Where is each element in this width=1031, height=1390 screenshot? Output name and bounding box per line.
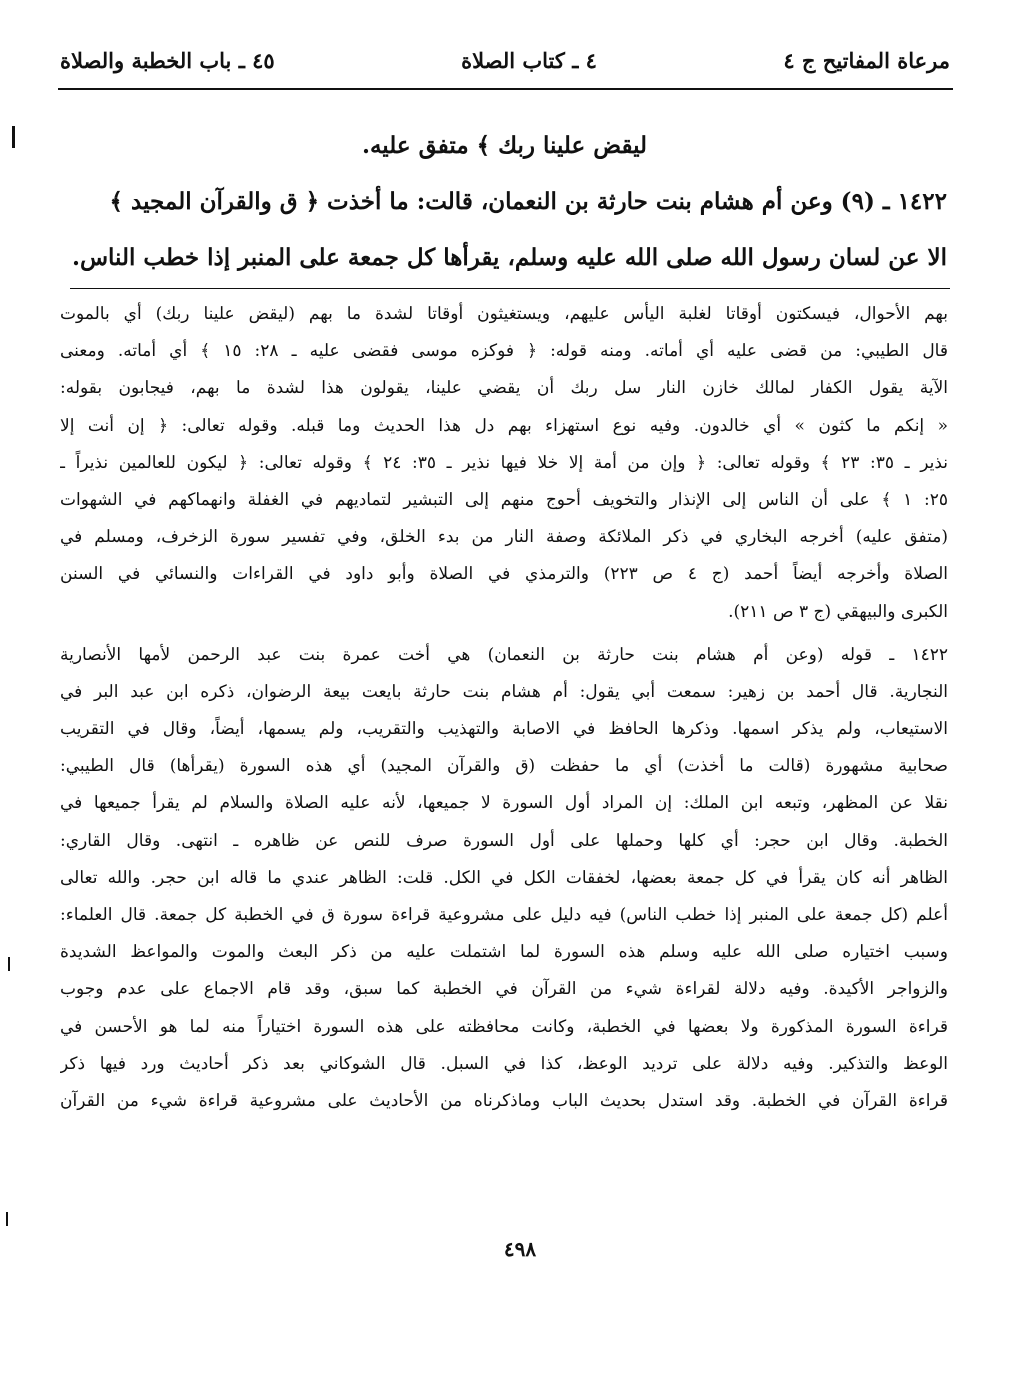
header-section: ٤٥ ـ باب الخطبة والصلاة: [60, 47, 275, 73]
commentary-text: [60, 296, 948, 1120]
commentary-line: قراءة القرآن في الخطبة. وقد استدل بحديث الباب وماذكرناه من الأحاديث على مشروعية قراءة شيء من القرآن: [60, 1090, 948, 1111]
commentary-line: قراءة السورة المذكورة ولا بعضها في الخطبة، وكانت محافظته على هذه السورة اختياراً منه لما هو الأحسن في: [60, 1016, 948, 1037]
commentary-line: ١٤٢٢ ـ قوله (وعن أم هشام بنت حارثة بن النعمان) هي أخت عمرة بنت عبد الرحمن لأمها الأنصارية: [60, 644, 948, 665]
commentary-line: (متفق عليه) أخرجه البخاري في ذكر الملائكة وصفة النار من بدء الخلق، وفي تفسير سورة الزخرف، ومسلم في: [60, 527, 948, 548]
footnote-divider: [70, 288, 950, 289]
commentary-line: الوعظ والتذكير. وفيه دلالة على ترديد الوعظ، كذا في السبل. قال الشوكاني بعد ذكر أحاديث ورد فيها ذكر: [60, 1053, 948, 1074]
scan-margin-mark: [8, 957, 10, 971]
commentary-line: الكبرى والبيهقي (ج ٣ ص ٢١١).: [728, 601, 948, 622]
commentary-line: نقلا عن المظهر، وتبعه ابن الملك: إن المراد أول السورة لا جميعها، لأنه عليه الصلاة والسلام لم يقرأ جميعها في: [60, 793, 948, 814]
commentary-line: بهم الأحوال، فيسكتون أوقاتا لغلبة اليأس عليهم، ويستغيثون أوقاتا لشدة ما بهم (ليقض علينا ربك) أي بالموت: [60, 304, 948, 324]
commentary-line: الآية يقول الكفار لمالك خازن النار سل ربك أن يقضي علينا، يقولون هذا لشدة ما بهم، فيجابون بقوله:: [60, 378, 948, 399]
main-text-line: ليقض علينا ربك ﴾ متفق عليه.: [361, 132, 648, 159]
header-rule: [58, 88, 953, 90]
commentary-line: نذير ـ ٣٥: ٢٣ ﴾ وقوله تعالى: ﴿ وإن من أمة إلا خلا فيها نذير ـ ٣٥: ٢٤ ﴾ وقوله تعالى: ﴿ ليكون للعالمين نذيراً ـ: [60, 452, 948, 473]
commentary-line: صحابية مشهورة (قالت ما أخذت) أي ما حفظت (ق والقرآن المجيد) أي هذه السورة (يقرأها) قال الطيبي:: [60, 756, 948, 777]
commentary-line: « إنكم ما كثون » أي خالدون. وفيه نوع استهزاء بهم دل هذا الحديث وما قبله. وقوله تعالى: ﴿ إن أنت إلا: [60, 415, 948, 436]
header-book-volume: مرعاة المفاتيح ج ٤: [783, 47, 950, 73]
commentary-line: وسبب اختياره صلى الله عليه وسلم هذه السورة لما اشتملت عليه من ذكر البعث والموت والمواعظ الشديدة: [60, 942, 948, 963]
header-chapter: ٤ ـ كتاب الصلاة: [461, 47, 597, 73]
page-number: ٤٩٨: [503, 1237, 537, 1261]
running-header: [60, 40, 950, 80]
commentary-line: الاستيعاب، ولم يذكر اسمها. وذكرها الحافظ في الاصابة والتهذيب والتقريب، ولم يسمها، أيضاً، وقال في التقريب: [60, 719, 948, 740]
commentary-line: أعلم (كل جمعة على المنبر إذا خطب الناس) فيه دليل على مشروعية قراءة سورة ق في الخطبة كل جمعة. قال العلماء:: [60, 905, 948, 925]
main-text-line: ١٤٢٢ ـ (٩) وعن أم هشام بنت حارثة بن النعمان، قالت: ما أخذت ﴿ ق والقرآن المجيد ﴾: [109, 188, 947, 215]
commentary-line: الظاهر أنه كان يقرأ في كل جمعة بعضها، لخفقات الكل في الكل. قلت: الظاهر عندي ما قاله ابن حجر. والله تعالى: [60, 867, 948, 888]
scan-margin-mark: [6, 1212, 8, 1226]
main-text-line: الا عن لسان رسول الله صلى الله عليه وسلم، يقرأها كل جمعة على المنبر إذا خطب الناس.: [71, 244, 947, 271]
commentary-line: ٢٥: ١ ﴾ على أن الناس إلى الإنذار والتخويف أحوج منهم إلى التبشير لتماديهم في الغفلة وانهماكهم في الشهوات: [60, 489, 948, 510]
scan-margin-mark: [12, 126, 15, 148]
commentary-line: قال الطيبي: من قضى عليه أي أماته. ومنه قوله: ﴿ فوكزه موسى فقضى عليه ـ ٢٨: ١٥ ﴾ أي أماته. ومعنى: [60, 341, 948, 362]
hadith-main-text: [62, 118, 947, 286]
commentary-line: النجارية. قال أحمد بن زهير: سمعت أبي يقول: أم هشام بنت حارثة بايعت بيعة الرضوان، ذكره ابن عبد البر في: [60, 681, 948, 702]
commentary-line: والزواجر الأكيدة. وفيه دلالة لقراءة شيء من القرآن في الخطبة كما سبق، وقد قام الاجماع على عدم وجوب: [60, 979, 948, 1000]
commentary-line: الصلاة وأخرجه أيضاً أحمد (ج ٤ ص ٢٢٣) والترمذي في الصلاة وأبو داود في القراءات والنسائي في السنن: [60, 564, 948, 585]
commentary-line: الخطبة. وقال ابن حجر: أي كلها وحملها على أول السورة صرف للنص عن ظاهره ـ انتهى. وقال القاري:: [60, 830, 948, 851]
